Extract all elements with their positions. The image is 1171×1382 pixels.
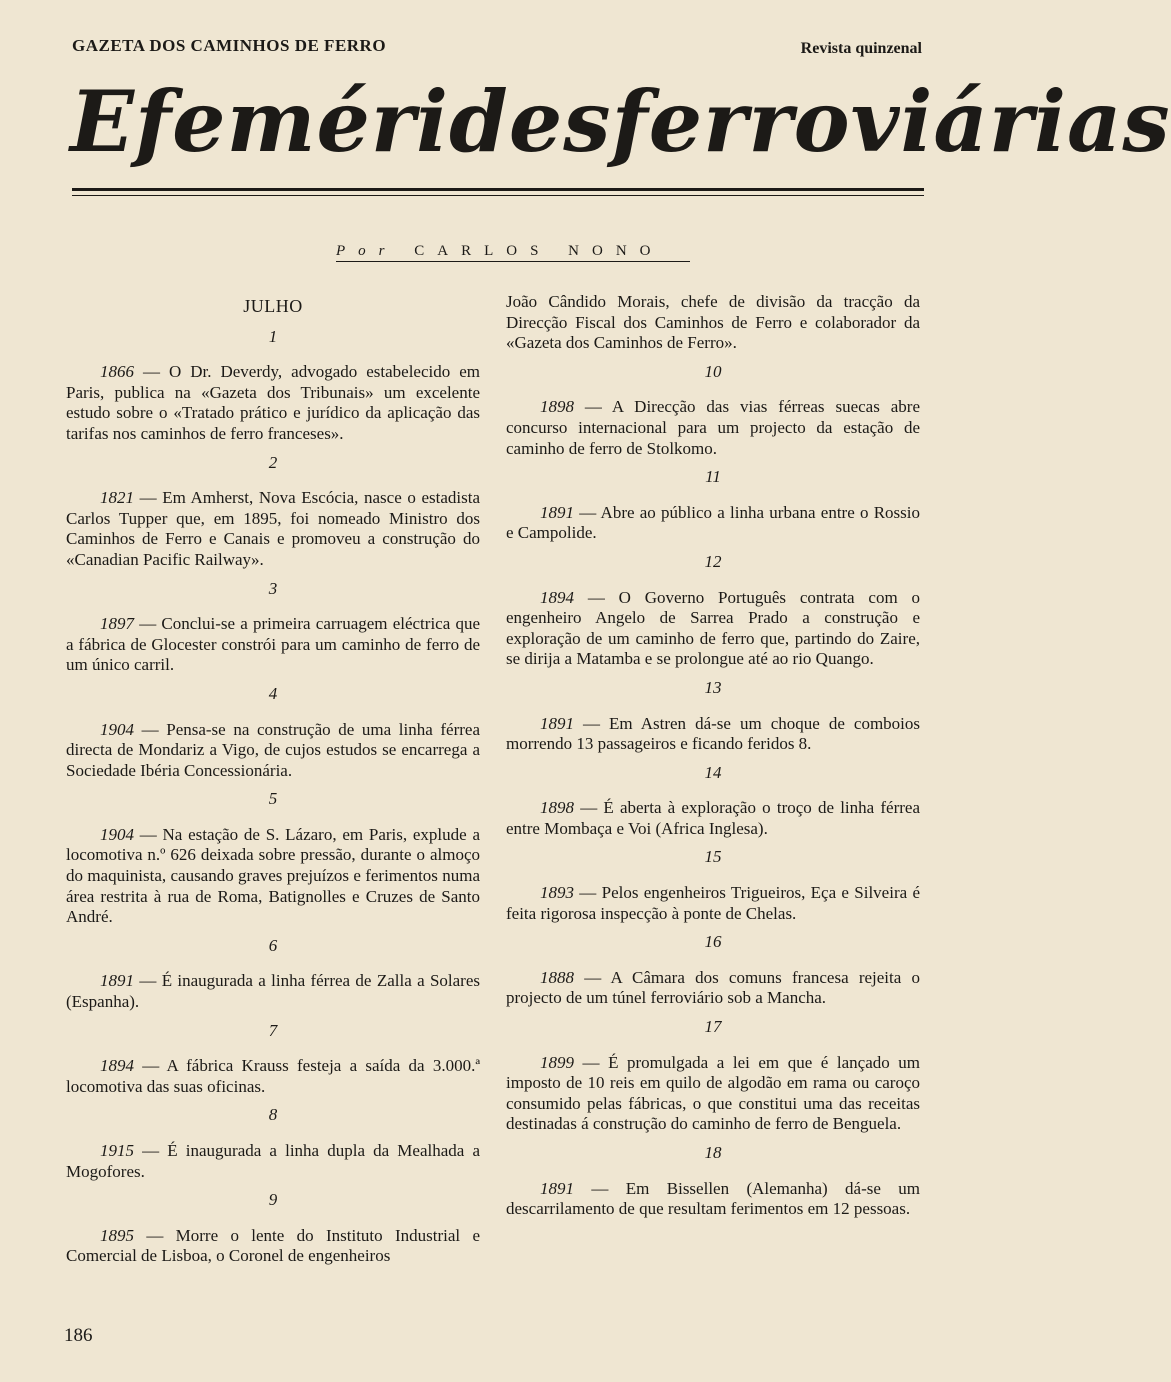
entry-year: 1894 [540,587,574,607]
entry-text: O Dr. Deverdy, advogado estabelecido em Paris, publica na «Gazeta dos Tribunais» um excelente estudo sobre o «Tratado prático e jurídico da aplicação das tarifas nos caminhos de ferro franceses». [66,362,481,443]
entry-paragraph [66,720,480,782]
day-number: 10 [704,361,722,381]
entry-dash: — [574,502,601,522]
entry-paragraph [66,362,480,444]
day-number: 17 [704,1017,722,1037]
right-entries [506,362,920,1220]
byline-author: CARLOS NONO [414,243,664,259]
entry-dash: — [134,1225,176,1245]
entry-year: 1895 [100,1225,134,1245]
entry-year: 1915 [100,1141,134,1160]
entry-text: Em Amherst, Nova Escócia, nasce o estadista Carlos Tupper que, em 1895, foi nomeado Ministro dos Caminhos de Ferro e Canais e promoveu a construção do «Canadian Pacific Railway». [66,488,480,569]
entry-text: A fábrica Krauss festeja a saída da 3.000.ª locomotiva das suas oficinas. [66,1056,481,1096]
entry-paragraph [66,1226,480,1267]
entry-text: A Câmara dos comuns francesa rejeita o projecto de um túnel ferroviário sob a Mancha. [506,967,920,1008]
entry-paragraph [506,503,920,544]
entry-paragraph [506,798,920,839]
entry-dash: — [134,824,163,844]
day-number: 13 [704,677,722,697]
continued-paragraph: João Cândido Morais, chefe de divisão da tracção da Direcção Fiscal dos Caminhos de Ferro e colaborador da «Gazeta dos Caminhos de Ferro». [506,292,920,353]
day-number: 12 [704,551,722,571]
entry-text: É promulgada a lei em que é lançado um imposto de 10 reis em quilo de algodão em rama ou caroço consumido pelas fábricas, o que constitui uma das receitas destinadas á construção do caminho de ferro de Benguela. [506,1052,921,1134]
entry-text: Em Astren dá-se um choque de comboios morrendo 13 passageiros e ficando feridos 8. [506,713,921,754]
entry-year: 1898 [540,798,574,818]
entry-dash: — [574,713,610,733]
entry-year: 1891 [540,502,574,522]
entry-paragraph [506,588,920,670]
day-number: 8 [268,1105,278,1125]
entry-text: Morre o lente do Instituto Industrial e Comercial de Lisboa, o Coronel de engenheiros [66,1225,481,1266]
entry-text: Em Bissellen (Alemanha) dá-se um descarrilamento de que resultam ferimentos em 12 pessoas. [506,1178,920,1219]
day-number: 15 [704,847,722,867]
day-number: 2 [268,452,278,472]
entry-year: 1891 [100,971,134,991]
entry-year: 1821 [100,488,134,508]
day-number: 5 [268,789,278,809]
periodicity-label: Revista quinzenal [800,40,922,57]
byline [336,243,690,262]
entry-year: 1891 [540,1178,574,1198]
day-number: 14 [704,762,722,782]
entry-text: Pensa-se na construção de uma linha férrea directa de Mondariz a Vigo, de cujos estudos se encarrega a Sociedade Ibéria Concessionária. [66,719,481,780]
entry-dash: — [134,488,163,508]
entry-text: Abre ao público a linha urbana entre o Rossio e Campolide. [506,502,921,543]
entry-dash: — [134,614,162,634]
entry-dash: — [574,587,619,607]
byline-prefix: Por [336,243,398,259]
title-rule-thin [72,195,924,196]
entry-paragraph [506,1053,920,1135]
publication-name: GAZETA DOS CAMINHOS DE FERRO [72,36,387,55]
entry-year: 1888 [540,967,574,987]
entry-text: É inaugurada a linha dupla da Mealhada a Mogofores. [66,1141,480,1181]
entry-paragraph [66,1141,480,1182]
title-rule-thick [72,188,924,191]
entry-text: O Governo Português contrata com o engenheiro Angelo de Sarrea Prado a construção e exploração de um caminho de ferro que, partindo do Zaire, se dirija a Matamba e se prolongue até ao rio Quango. [506,587,920,669]
day-number: 18 [704,1143,722,1162]
entry-dash: — [134,1056,167,1076]
entry-dash: — [574,967,611,987]
day-number: 7 [268,1020,278,1040]
entry-text: É aberta à exploração o troço de linha férrea entre Mombaça e Voi (Africa Inglesa). [506,798,921,838]
day-number: 11 [705,467,721,487]
entry-year: 1904 [100,719,134,739]
entry-dash: — [134,1141,168,1160]
article-title [70,72,1171,171]
day-number: 9 [268,1190,278,1210]
left-column [66,292,480,1267]
entry-dash: — [574,1052,609,1072]
entry-year: 1894 [100,1056,134,1076]
entry-dash: — [574,883,602,903]
entry-dash: — [134,362,169,382]
day-number: 3 [268,578,278,598]
entry-year: 1891 [540,713,574,733]
entry-year: 1866 [100,362,134,382]
entry-dash: — [134,971,162,991]
entry-paragraph [66,971,480,1012]
entry-text: A Direcção das vias férreas suecas abre concurso internacional para um projecto da estação de caminho de ferro de Stolkomo. [506,397,920,458]
entry-paragraph [66,825,480,928]
day-number: 1 [268,326,278,346]
entry-paragraph [506,714,920,755]
entry-year: 1893 [540,883,574,903]
page-number: 186 [64,1325,93,1346]
day-number: 16 [704,932,722,952]
entry-text: Conclui-se a primeira carruagem eléctrica que a fábrica de Glocester constrói para um caminho de ferro de um único carril. [66,614,480,675]
entry-year: 1899 [540,1052,574,1072]
entry-paragraph [66,614,480,676]
entry-paragraph [506,968,920,1009]
entry-paragraph [506,397,920,459]
title-word-2: ferroviárias [611,72,1171,171]
entry-text: Pelos engenheiros Trigueiros, Eça e Silveira é feita rigorosa inspecção à ponte de Chelas. [506,883,921,923]
right-column [506,292,920,1220]
entry-dash: — [574,397,612,417]
entry-year: 1898 [540,397,574,417]
entry-dash: — [574,798,604,818]
entry-paragraph [66,488,480,570]
entry-year: 1897 [100,614,134,634]
left-entries [66,327,480,1267]
month-heading: JULHO [243,296,303,316]
entry-dash: — [574,1178,626,1198]
entry-paragraph [66,1056,480,1097]
entry-text: É inaugurada a linha férrea de Zalla a Solares (Espanha). [66,971,481,1012]
entry-dash: — [134,719,167,739]
day-number: 4 [268,683,278,703]
entry-paragraph [506,1179,920,1220]
entry-text: Na estação de S. Lázaro, em Paris, explude a locomotiva n.º 626 deixada sobre pressão, durante o almoço do maquinista, causando graves prejuízos e ferimentos numa área restrita à rua de Roma, Batignolles e Cruzes de Santo André. [66,824,481,927]
title-word-1: Efemérides [70,72,612,171]
entry-paragraph [506,883,920,924]
day-number: 6 [268,935,278,955]
entry-year: 1904 [100,824,134,844]
